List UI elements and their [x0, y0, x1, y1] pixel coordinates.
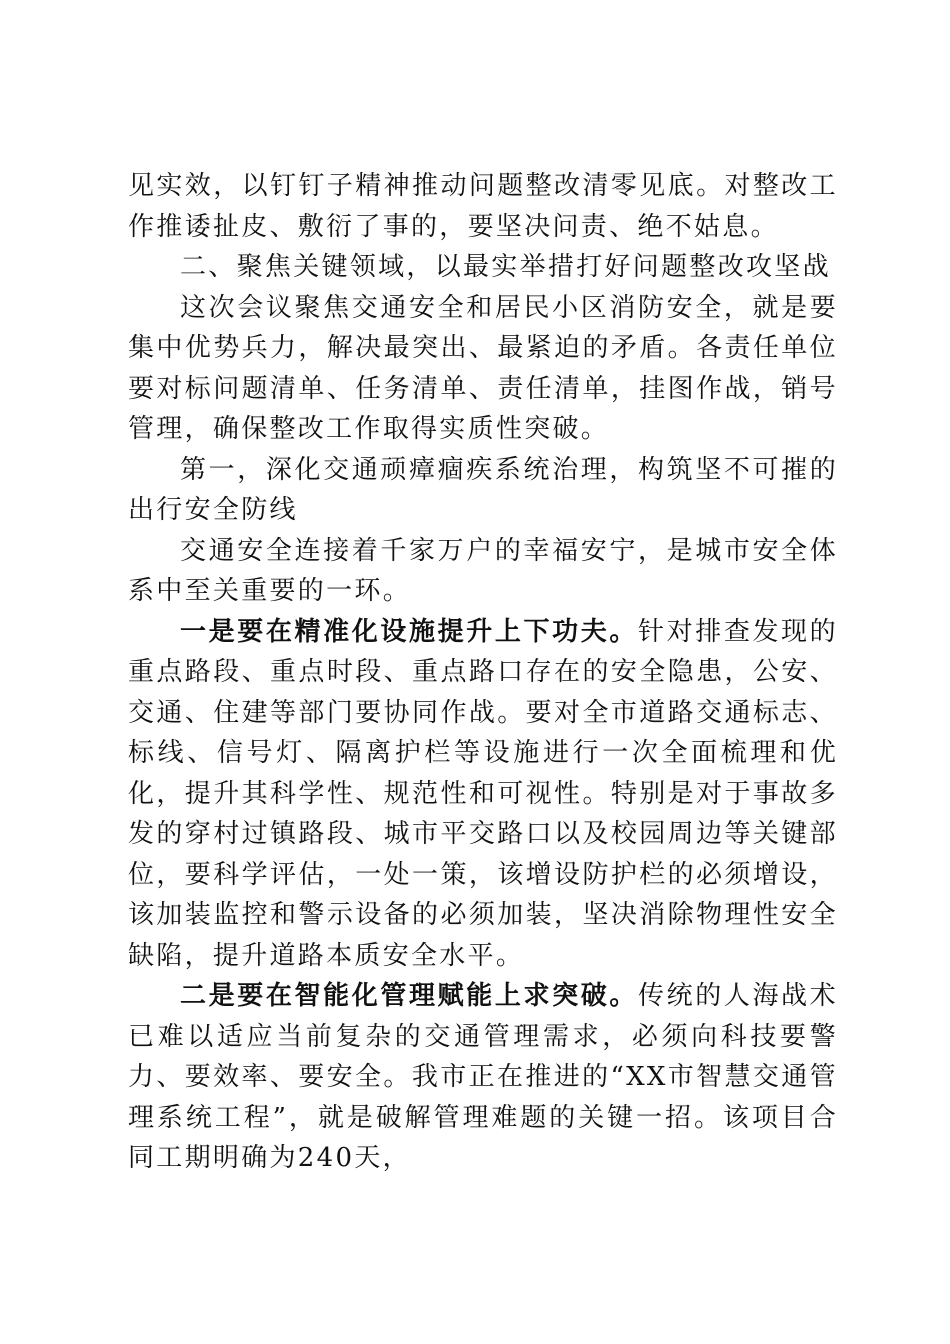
- paragraph-text: 传统的人海战术已难以适应当前复杂的交通管理需求，必须向科技要警力、要效率、要安全。我市正在推进的“XX市智慧交通管理系统工程”，就是破解管理难题的关键一招。该项目合同工期明确为240天，: [128, 981, 838, 1173]
- paragraph-text: 这次会议聚焦交通安全和居民小区消防安全，就是要集中优势兵力，解决最突出、最紧迫的矛盾。各责任单位要对标问题清单、任务清单、责任清单，挂图作战，销号管理，确保整改工作取得实质性突破。: [128, 292, 838, 444]
- section-heading-2: [128, 247, 838, 288]
- paragraph-point-2: [128, 976, 838, 1179]
- document-body: [128, 166, 838, 1179]
- paragraph-continuation: [128, 166, 838, 247]
- paragraph-lead-bold: 二是要在智能化管理赋能上求突破。: [180, 981, 638, 1011]
- paragraph-point-1: [128, 612, 838, 977]
- paragraph-text: 见实效，以钉钉子精神推动问题整改清零见底。对整改工作推诿扯皮、敷衍了事的，要坚决问责、绝不姑息。: [128, 171, 838, 242]
- paragraph-lead-bold: 一是要在精准化设施提升上下功夫。: [180, 616, 638, 647]
- paragraph-intro: [128, 288, 838, 450]
- heading-text: 第一，深化交通顽瘴痼疾系统治理，构筑坚不可摧的出行安全防线: [128, 454, 838, 525]
- paragraph-text: 交通安全连接着千家万户的幸福安宁，是城市安全体系中至关重要的一环。: [128, 535, 838, 606]
- paragraph-traffic-intro: [128, 531, 838, 612]
- subsection-heading-1: [128, 450, 838, 531]
- heading-text: 二、聚焦关键领域，以最实举措打好问题整改攻坚战: [180, 252, 831, 282]
- paragraph-text: 针对排查发现的重点路段、重点时段、重点路口存在的安全隐患，公安、交通、住建等部门要协同作战。要对全市道路交通标志、标线、信号灯、隔离护栏等设施进行一次全面梳理和优化，提升其科学性、规范性和可视性。特别是对于事故多发的穿村过镇路段、城市平交路口以及校园周边等关键部位，要科学评估，一处一策，该增设防护栏的必须增设，该加装监控和警示设备的必须加装，坚决消除物理性安全缺陷，提升道路本质安全水平。: [128, 616, 838, 971]
